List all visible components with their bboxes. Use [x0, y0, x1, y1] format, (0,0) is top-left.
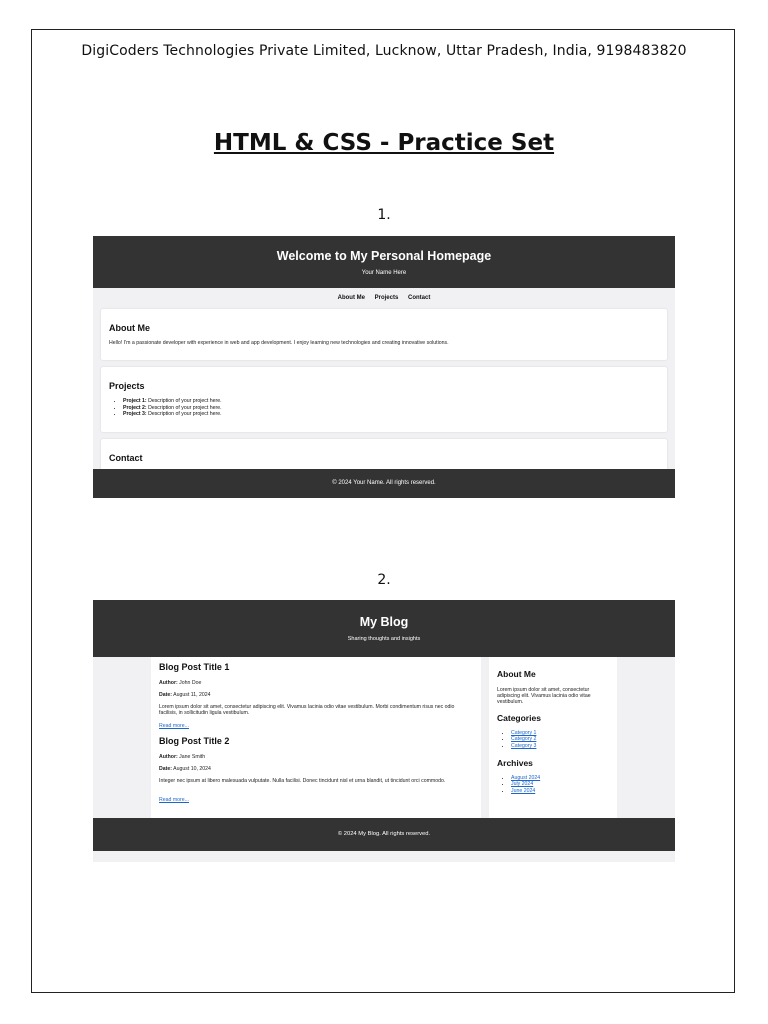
sidebar-about-text: Lorem ipsum dolor sit amet, consectetur adipiscing elit. Vivamus lacinia odio vitae vestibulum. [497, 687, 591, 705]
blog-sidebar [489, 657, 617, 819]
example-2-screenshot [93, 600, 675, 862]
nav-link-contact[interactable]: Contact [408, 295, 431, 301]
projects-section [101, 367, 667, 432]
category-link[interactable]: Category 3 [511, 742, 537, 749]
nav-link-projects[interactable]: Projects [374, 295, 399, 301]
company-line: DigiCoders Technologies Private Limited, Lucknow, Uttar Pradesh, India, 9198483820 [81, 43, 687, 59]
category-link[interactable]: Category 1 [511, 730, 537, 736]
list-item [511, 788, 540, 794]
about-heading: About Me [109, 323, 150, 333]
list-item [511, 743, 536, 749]
post-title: Blog Post Title 2 [159, 736, 230, 746]
read-more-link[interactable]: Read more... [159, 723, 189, 729]
archive-link[interactable]: July 2024 [511, 781, 534, 788]
post-date: Date: August 11, 2024 [159, 692, 211, 698]
contact-heading: Contact [109, 453, 143, 463]
document-title: HTML & CSS - Practice Set [213, 130, 555, 156]
list-item: • Project 2: Description of your project here. [123, 405, 222, 412]
about-text: Hello! I'm a passionate developer with experience in web and app development. I enjoy learning new technologies and creating innovative solutions. [109, 340, 449, 346]
example-2-number: 2. [377, 572, 391, 588]
blog-header [93, 600, 675, 657]
sidebar-about-heading: About Me [497, 669, 536, 679]
archives-list [503, 775, 540, 794]
read-more-link[interactable]: Read more... [159, 797, 189, 803]
post-title: Blog Post Title 1 [159, 662, 230, 672]
projects-list [115, 398, 222, 418]
example-1-number: 1. [377, 207, 391, 223]
homepage-title: Welcome to My Personal Homepage [276, 249, 492, 263]
homepage-nav [93, 295, 675, 301]
archives-heading: Archives [497, 758, 533, 768]
post-date: Date: August 10, 2024 [159, 766, 211, 772]
about-section [101, 309, 667, 360]
list-item: • Project 3: Description of your project here. [123, 411, 222, 418]
post-author: Author: Jane Smith [159, 754, 206, 760]
categories-heading: Categories [497, 713, 541, 723]
post-body: Integer nec ipsum at libero malesuada vulputate. Nulla facilisi. Donec tincidunt nisl et urna blandit, ut tincidunt orci commodo. [159, 778, 446, 784]
post-body: Lorem ipsum dolor sit amet, consectetur adipiscing elit. Vivamus lacinia odio vitae vestibulum. Morbi condimentum risus nec odio facilisis, in sollicitudin ligula vestibulum. [159, 704, 455, 716]
archive-link[interactable]: August 2024 [511, 775, 541, 781]
blog-title: My Blog [359, 615, 409, 629]
category-link[interactable]: Category 2 [511, 736, 537, 743]
homepage-subtitle: Your Name Here [361, 270, 407, 276]
nav-link-about[interactable]: About Me [337, 295, 365, 301]
homepage-header [93, 236, 675, 288]
blog-footer: © 2024 My Blog. All rights reserved. [93, 818, 675, 851]
archive-link[interactable]: June 2024 [511, 787, 536, 794]
projects-heading: Projects [109, 381, 145, 391]
categories-list [503, 730, 536, 749]
list-item: • Project 1: Description of your project here. [123, 398, 222, 405]
blog-posts [151, 657, 481, 819]
post-author: Author: John Doe [159, 680, 202, 686]
blog-subtitle: Sharing thoughts and insights [347, 636, 421, 642]
example-1-screenshot [93, 236, 675, 498]
homepage-footer: © 2024 Your Name. All rights reserved. [93, 469, 675, 498]
